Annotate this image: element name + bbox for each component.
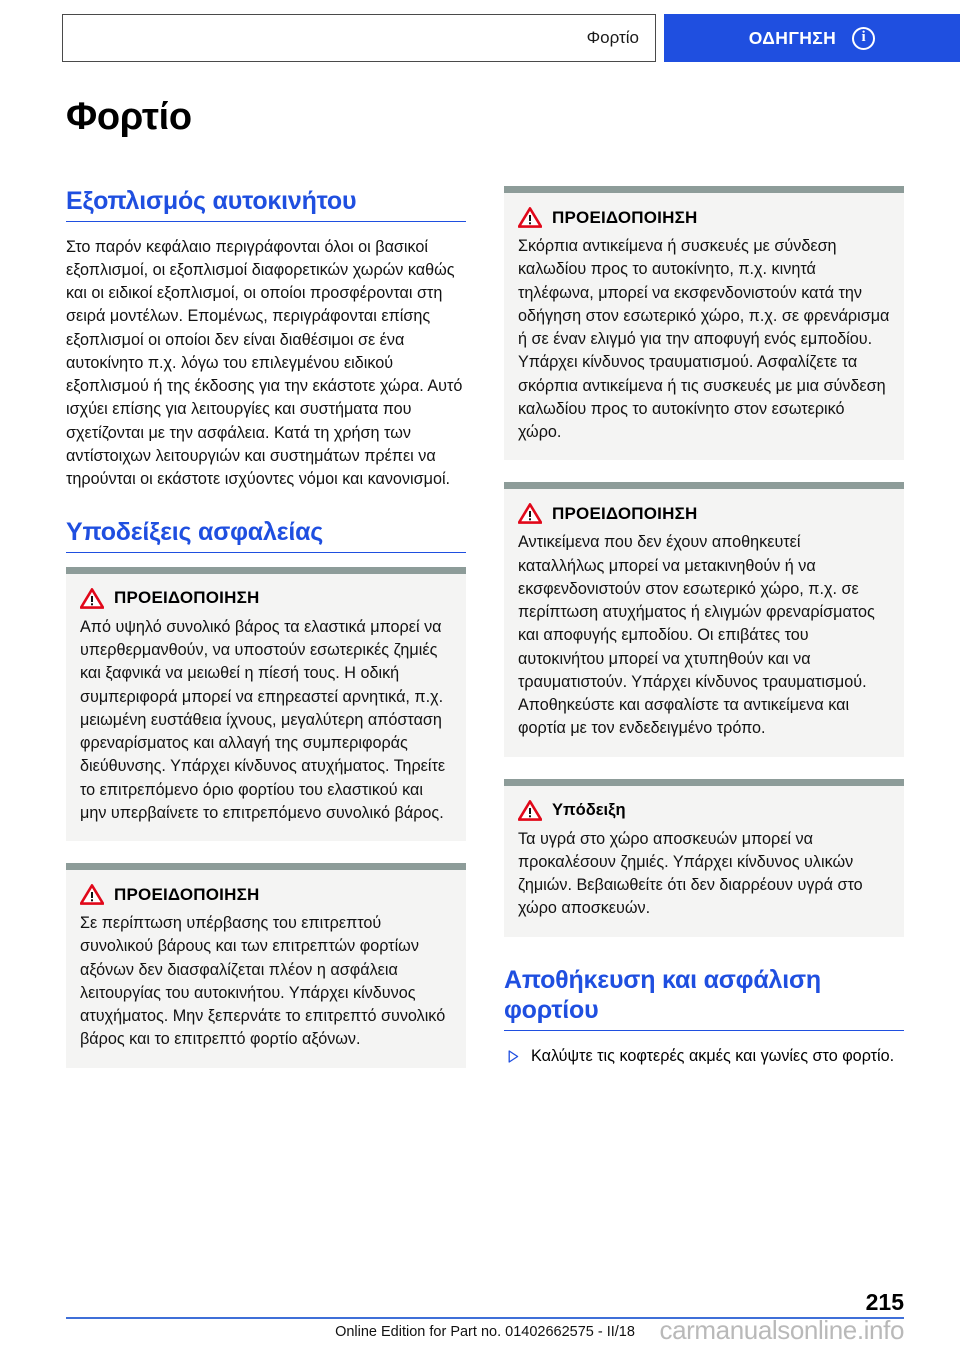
warning-box-body: [66, 884, 466, 1052]
chapter-tab-label: Φορτίο: [586, 28, 639, 47]
triangle-bullet-icon: [508, 1050, 519, 1063]
warning-triangle-icon: [80, 884, 104, 905]
warning-header: [80, 588, 452, 609]
left-column: [66, 186, 466, 1090]
warning-box-body: [504, 207, 904, 444]
warning-box-topbar: [66, 863, 466, 870]
info-icon-glyph: i: [861, 29, 867, 45]
footer-text-row: [66, 1315, 904, 1345]
warning-box: [66, 863, 466, 1068]
right-column: [504, 186, 904, 1090]
list-item: [504, 1045, 904, 1068]
watermark: carmanualsonline.info: [659, 1315, 904, 1345]
heading-rule: [66, 552, 466, 553]
note-text: Τα υγρά στο χώρο αποσκευών μπορεί να προκαλέσουν ζημιές. Υπάρχει κίνδυνος υλικών ζημιών. Βεβαιωθείτε ότι δεν διαρρέουν υγρά στο χώρο αποσκευών.: [518, 829, 863, 918]
warning-label: ΠΡΟΕΙΔΟΠΟΙΗΣΗ: [114, 884, 260, 904]
warning-box: [66, 567, 466, 841]
warning-box-body: [66, 588, 466, 825]
page-number: 215: [865, 1289, 904, 1315]
warning-box: [504, 186, 904, 460]
intro-paragraph: Στο παρόν κεφάλαιο περιγράφονται όλοι οι βασικοί εξοπλισμοί, οι εξοπλισμοί διαφορετικών χωρών καθώς και οι ειδικοί εξοπλισμοί, οι οποίοι προσφέρονται στη σειρά μοντέλων. Επομένως, περιγράφονται επίσης εξοπλισμοί οι οποίοι δεν είναι διαθέσιμοι σε ένα αυτοκίνητο π.χ. λόγω του επιλεγμένου ειδικού εξοπλισμού ή της έκδοσης για την εκάστοτε χώρα. Αυτό ισχύει επίσης για λειτουργίες και συστήματα που σχετίζονται με την ασφάλεια. Κατά τη χρήση των αντίστοιχων λειτουργιών και συστημάτων πρέπει να τηρούνται οι εκάστοτε ισχύοντες νόμοι και κανονισμοί.: [66, 237, 463, 488]
warning-label: ΠΡΟΕΙΔΟΠΟΙΗΣΗ: [114, 588, 260, 608]
note-box-topbar: [504, 779, 904, 786]
edition-line: Online Edition for Part no. 01402662575 - II/18: [335, 1324, 635, 1340]
warning-box-topbar: [504, 482, 904, 489]
warning-box-topbar: [504, 186, 904, 193]
warning-text: Αντικείμενα που δεν έχουν αποθηκευτεί καταλλήλως μπορεί να μετακινηθούν ή να εκσφενδονιστούν στον εσωτερικό χώρο, π.χ. σε περίπτωση ατυχήματος ή ελιγμών φρεναρίσματος και αποφυγής εμποδίου. Οι επιβάτες του αυτοκινήτου μπορεί να χτυπηθούν και να τραυματιστούν. Υπάρχει κίνδυνος τραυματισμού. Αποθηκεύστε και ασφαλίστε τα αντικείμενα και φορτία με τον ενδεδειγμένο τρόπο.: [518, 533, 875, 738]
page-header: [62, 14, 960, 62]
warning-label: ΠΡΟΕΙΔΟΠΟΙΗΣΗ: [552, 207, 698, 227]
warning-box-body: [504, 503, 904, 740]
warning-label: ΠΡΟΕΙΔΟΠΟΙΗΣΗ: [552, 503, 698, 523]
chapter-tab[interactable]: [62, 14, 656, 62]
warning-triangle-icon: [518, 800, 542, 821]
list-item-label: Καλύψτε τις κοφτερές ακμές και γωνίες στο φορτίο.: [531, 1046, 895, 1065]
instruction-list: [504, 1045, 904, 1068]
heading-vehicle-equipment: Εξοπλισμός αυτοκινήτου: [66, 187, 357, 215]
page-footer: [66, 1289, 904, 1345]
warning-header: [518, 503, 890, 524]
info-icon: [852, 27, 875, 50]
note-label: Υπόδειξη: [552, 800, 626, 819]
note-box-body: [504, 800, 904, 921]
warning-box-topbar: [66, 567, 466, 574]
warning-triangle-icon: [80, 588, 104, 609]
warning-text: Σκόρπια αντικείμενα ή συσκευές με σύνδεση καλωδίου προς το αυτοκίνητο, π.χ. κινητά τηλέφωνα, μπορεί να εκσφενδονιστούν κατά την οδήγηση στον εσωτερικό χώρο, π.χ. σε φρενάρισμα ή σε έναν ελιγμό για την αποφυγή ενός εμποδίου. Υπάρχει κίνδυνος τραυματισμού. Ασφαλίζετε τα σκόρπια αντικείμενα ή τις συσκευές με μια σύνδεση καλωδίου προς το αυτοκίνητο στον εσωτερικό χώρο.: [518, 237, 890, 441]
content-columns: [66, 186, 904, 1090]
note-box: [504, 779, 904, 937]
warning-box: [504, 482, 904, 756]
heading-stow-secure-load: Αποθήκευση και ασφάλιση φορτίου: [504, 965, 821, 1024]
section-tab-label: ΟΔΗΓΗΣΗ: [748, 27, 837, 48]
heading-rule: [504, 1030, 904, 1031]
page-title: Φορτίο: [66, 96, 192, 138]
heading-safety-notes: Υποδείξεις ασφαλείας: [66, 518, 324, 547]
warning-header: [80, 884, 452, 905]
warning-triangle-icon: [518, 207, 542, 228]
warning-text: Από υψηλό συνολικό βάρος τα ελαστικά μπορεί να υπερθερμανθούν, να υποστούν εσωτερικές ζημιές και ξαφνικά να μειωθεί η πίεσή τους. Η οδική συμπεριφορά μπορεί να επηρεαστεί αρνητικά, π.χ. μειωμένη ευστάθεια ίχνους, μεγαλύτερη απόσταση φρεναρίσματος και αλλαγή της συμπεριφοράς διεύθυνσης. Υπάρχει κίνδυνος ατυχήματος. Τηρείτε το επιτρεπόμενο όριο φορτίου του ελαστικού και μην υπερβαίνετε το επιτρεπόμενο συνολικό βάρος.: [80, 617, 446, 822]
section-tab-driving[interactable]: [664, 14, 960, 62]
warning-triangle-icon: [518, 503, 542, 524]
note-header: [518, 800, 890, 821]
warning-header: [518, 207, 890, 228]
warning-text: Σε περίπτωση υπέρβασης του επιτρεπτού συνολικού βάρους και των επιτρεπτών φορτίων αξόνων δεν διασφαλίζεται πλέον η ασφάλεια λειτουργίας του αυτοκινήτου. Υπάρχει κίνδυνος ατυχήματος. Μην ξεπερνάτε το επιτρεπτό συνολικό βάρος και το επιτρεπτό φορτίο αξόνων.: [80, 914, 446, 1049]
heading-rule: [66, 221, 466, 222]
